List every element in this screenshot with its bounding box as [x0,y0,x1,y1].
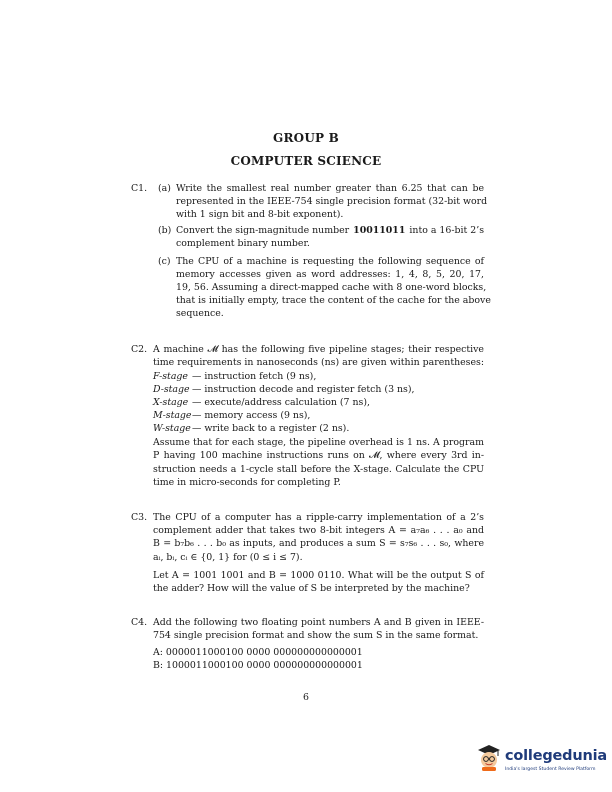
question-text: complement adder that takes two 8-bit integers A = a₇a₆ . . . a₀ and [153,525,484,536]
stage-desc: — instruction decode and register fetch (3 ns), [192,384,415,395]
question-text: The CPU of a computer has a ripple-carry implementation of a 2’s [153,512,484,523]
question-text: struction needs a 1-cycle stall before the X-stage. Calculate the CPU [153,464,484,475]
question-text: time requirements in nanoseconds (ns) are given within parentheses: [153,357,484,368]
value-a: A: 0000011000100 0000 000000000000001 [153,647,363,658]
question-text: 754 single precision format and show the sum S in the same format. [153,630,479,641]
question-text: sequence. [176,308,224,319]
question-text: that is initially empty, trace the content of the cache for the above [176,295,491,306]
brand-tagline: India's largest Student Review Platform [505,767,596,772]
stage-desc: — write back to a register (2 ns). [192,423,350,434]
part-label: (a) [158,183,171,194]
question-text: A machine 𝓜 has the following five pipeline stages; their respective [153,344,484,355]
question-text: Convert the sign-magnitude number [176,225,353,236]
question-text: represented in the IEEE-754 single precision format (32-bit word [176,196,488,207]
question-number: C4. [131,617,148,628]
question-text [176,225,484,236]
question-text: Add the following two floating point numbers A and B given in IEEE- [153,617,484,628]
question-text: Assume that for each stage, the pipeline overhead is 1 ns. A program [153,437,484,448]
question-text: into a 16-bit 2’s [406,225,484,236]
brand-main: collegedunia [505,748,607,764]
bold-number: 10011011 [353,225,406,236]
part-label: (c) [158,256,171,267]
stage-name: W-stage [153,423,191,434]
question-text: complement binary number. [176,238,310,249]
brand-name [505,748,607,764]
question-number: C3. [131,512,148,523]
part-label: (b) [158,225,172,236]
question-text: time in micro-seconds for completing P. [153,477,341,488]
stage-desc: — instruction fetch (9 ns), [192,371,317,382]
question-text: the adder? How will the value of S be interpreted by the machine? [153,583,470,594]
stage-name: M-stage [153,410,192,421]
stage-desc: — execute/address calculation (7 ns), [192,397,370,408]
group-heading: GROUP B [273,131,339,145]
mascot-icon [474,742,504,772]
stage-name: D-stage [153,384,190,395]
question-text: Write the smallest real number greater than 6.25 that can be [176,183,484,194]
stage-name: X-stage [153,397,189,408]
question-text: with 1 sign bit and 8-bit exponent). [176,209,344,220]
value-b: B: 1000011000100 0000 000000000000001 [153,660,363,671]
question-text: Let A = 1001 1001 and B = 1000 0110. What will be the output S of [153,570,484,581]
question-text: P having 100 machine instructions runs on 𝓜, where every 3rd in- [153,450,484,461]
question-text: aᵢ, bᵢ, cᵢ ∈ {0, 1} for (0 ≤ i ≤ 7). [153,552,303,563]
subject-heading: COMPUTER SCIENCE [230,154,382,168]
question-text: memory accesses given as word addresses: 1, 4, 8, 5, 20, 17, [176,269,484,280]
stage-desc: — memory access (9 ns), [192,410,311,421]
question-number: C1. [131,183,148,194]
question-text: 19, 56. Assuming a direct-mapped cache with 8 one-word blocks, [176,282,487,293]
question-number: C2. [131,344,148,355]
stage-name: F-stage [153,371,188,382]
page-number: 6 [303,692,309,703]
question-text: The CPU of a machine is requesting the following sequence of [176,256,484,267]
question-text: B = b₇b₆ . . . b₀ as inputs, and produces a sum S = s₇s₆ . . . s₀, where [153,538,484,549]
